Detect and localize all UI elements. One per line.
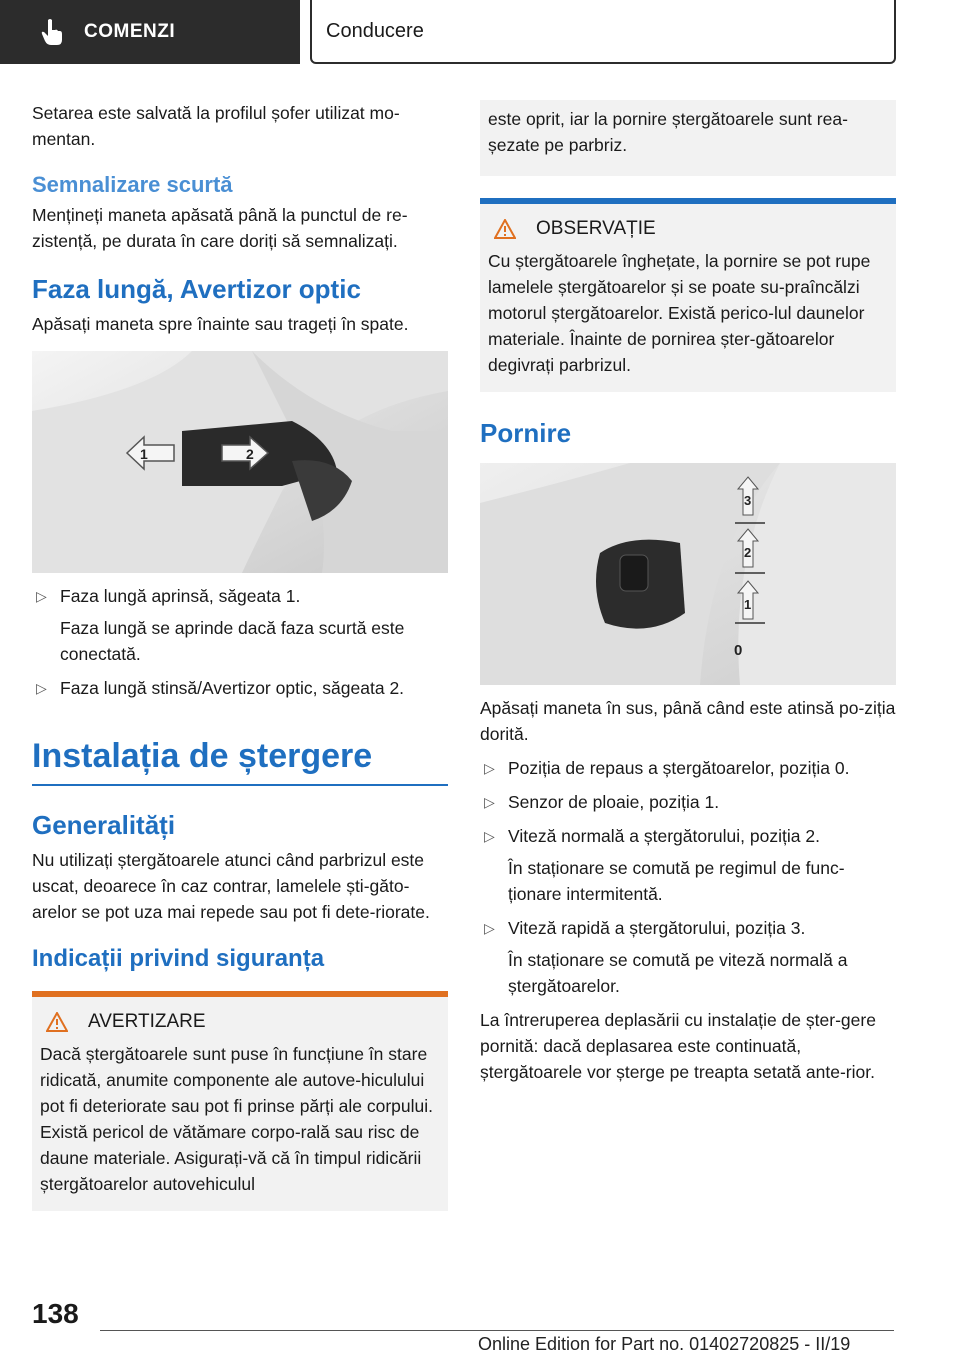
list-item: ▷ Faza lungă stinsă/Avertizor optic, săgeata 2.: [32, 675, 448, 701]
note-text: Cu ștergătoarele înghețate, la pornire se pot rupe lamelele ștergătoarelor și se poate su-praîncălzi motorul ștergătoarelor. Există perico-lul daunelor materiale. Înainte de pornirea șter-gătoarelor degivrați parbrizul.: [488, 251, 871, 375]
list-item: ▷ Poziția de repaus a ștergătoarelor, poziția 0.: [480, 755, 896, 781]
semnalizare-paragraph: Mențineți maneta apăsată până la punctul de re-zistență, pe durata în care doriți să semnalizați.: [32, 205, 408, 251]
heading-faza-lunga: Faza lungă, Avertizor optic: [32, 274, 361, 304]
wiper-lever-illustration: [480, 463, 896, 685]
highbeam-list: [32, 583, 448, 701]
list-item: ▷ Viteză rapidă a ștergătorului, poziția 3. În staționare se comută pe viteză normală a ștergătoarelor.: [480, 915, 896, 999]
hand-pointer-icon: [40, 18, 64, 46]
warning-header: [40, 1011, 440, 1033]
triangle-bullet-icon: ▷: [484, 920, 495, 936]
chapter-tab[interactable]: [0, 0, 300, 64]
lever-photo-wiper: [480, 463, 896, 685]
triangle-bullet-icon: ▷: [36, 588, 47, 604]
triangle-bullet-icon: ▷: [36, 680, 47, 696]
edition-text: Online Edition for Part no. 01402720825 - II/19: [478, 1334, 851, 1354]
generalitati-paragraph: Nu utilizați ștergătoarele atunci când parbrizul este uscat, deoarece în caz contrar, lamelele ști-gătoarelor se pot uza mai repede sau pot fi dete-riorate.: [32, 850, 430, 922]
position-label-0: 0: [734, 642, 743, 659]
heading-instalatia: Instalația de ștergere: [32, 737, 448, 786]
note-box: [480, 198, 896, 392]
note-header: [488, 218, 888, 240]
lever-photo-highbeam: [32, 351, 448, 573]
lever-illustration: [32, 351, 448, 573]
position-label-1: 1: [744, 597, 752, 612]
triangle-bullet-icon: ▷: [484, 828, 495, 844]
intro-paragraph: Setarea este salvată la profilul șofer utilizat mo-mentan.: [32, 103, 400, 149]
arrow-label-1: 1: [140, 446, 148, 462]
position-label-3: 3: [744, 493, 752, 508]
faza-paragraph: Apăsați maneta spre înainte sau trageți în spate.: [32, 314, 409, 334]
chapter-label: COMENZI: [84, 21, 176, 42]
list-item: ▷ Senzor de ploaie, poziția 1.: [480, 789, 896, 815]
note-title: OBSERVAȚIE: [536, 218, 656, 239]
arrow-label-2: 2: [246, 446, 254, 462]
warning-box: [32, 991, 448, 1211]
warning-triangle-icon: [494, 219, 516, 239]
list-item: ▷ Faza lungă aprinsă, săgeata 1. Faza lungă se aprinde dacă faza scurtă este conectată.: [32, 583, 448, 667]
footer-divider: [100, 1330, 894, 1331]
heading-semnalizare: Semnalizare scurtă: [32, 172, 233, 197]
section-title: Conducere: [310, 0, 896, 64]
heading-pornire: Pornire: [480, 418, 572, 448]
page-number: 138: [32, 1298, 79, 1329]
heading-siguranta: Indicații privind siguranța: [32, 945, 325, 972]
pornire-paragraph: Apăsați maneta în sus, până când este atinsă po-ziția dorită.: [480, 698, 896, 744]
warning-title: AVERTIZARE: [88, 1011, 206, 1032]
warning-continuation: este oprit, iar la pornire ștergătoarele sunt rea-șezate pe parbriz.: [480, 100, 896, 176]
right-column: [480, 100, 896, 1093]
triangle-bullet-icon: ▷: [484, 794, 495, 810]
list-item: ▷ Viteză normală a ștergătorului, poziția 2. În staționare se comută pe regimul de func-ționare intermitentă.: [480, 823, 896, 907]
warning-triangle-icon: [46, 1012, 68, 1032]
heading-generalitati: Generalități: [32, 810, 176, 840]
wiper-positions-list: [480, 755, 896, 999]
left-column: [32, 100, 448, 1211]
position-label-2: 2: [744, 545, 752, 560]
final-paragraph: La întreruperea deplasării cu instalație de șter-gere pornită: dacă deplasarea este continuată, ștergătoarele vor șterge pe treapta setată ante-rior.: [480, 1010, 876, 1082]
warning-text: Dacă ștergătoarele sunt puse în funcțiune în stare ridicată, anumite componente ale autove-hiculului pot fi deteriorate sau pot fi prinse părți ale corpului. Există pericol de vătămare corpo-rală sau risc de daune materiale. Asigurați-vă că în timpul ridicării ștergătoarelor autovehiculul: [40, 1044, 433, 1194]
triangle-bullet-icon: ▷: [484, 760, 495, 776]
